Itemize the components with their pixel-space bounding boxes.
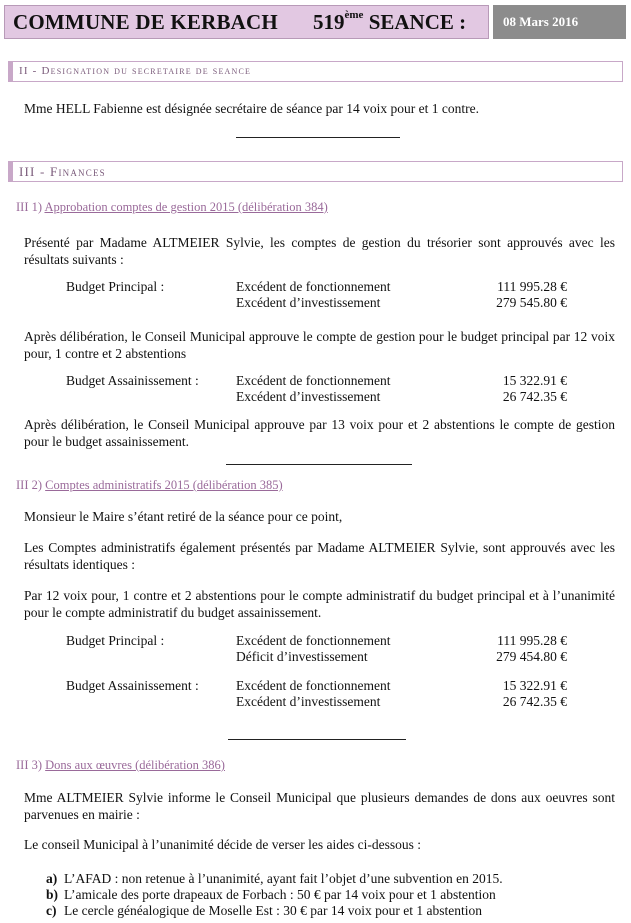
meeting-date: 08 Mars 2016 [493,5,626,39]
subsection-3-3-title: Dons aux œuvres (délibération 386) [45,758,225,772]
budget-label: Budget Principal : [66,633,165,648]
section-3-header [8,161,623,182]
budget-row-label: Excédent d’investissement [236,694,381,709]
section-bar [9,62,13,81]
section-2-header [8,61,623,82]
list-letter: c) [46,903,57,918]
subsection-3-2-p3: Par 12 voix pour, 1 contre et 2 abstentions pour le compte administratif du budget principal et à l’unanimité pour le compte administratif du budget assainissement. [24,588,615,620]
budget-row-value: 15 322.91 € [502,373,567,388]
budget-label: Budget Assainissement : [66,678,199,693]
subsection-3-1-title: Approbation comptes de gestion 2015 (délibération 384) [44,200,328,214]
list-item [46,887,496,903]
seance-number: 519 [313,10,345,34]
subsection-prefix: III 1) [16,200,43,214]
section-2-title: II - Designation du secretaire de seance [19,65,252,77]
seance-label: SEANCE : [368,10,467,34]
section-bar [9,162,13,181]
subsection-3-1-after1: Après délibération, le Conseil Municipal approuve le compte de gestion pour le budget principal par 12 voix pour, 1 contre et 2 abstentions [24,329,615,361]
budget-row-label: Excédent de fonctionnement [236,279,391,294]
budget-row-value: 111 995.28 € [497,633,567,648]
budget-row-label: Excédent d’investissement [236,295,381,310]
budget-row-label: Excédent de fonctionnement [236,678,391,693]
budget-row-label: Excédent de fonctionnement [236,633,391,648]
subsection-3-3-p2: Le conseil Municipal à l’unanimité décide de verser les aides ci-dessous : [24,837,421,852]
budget-row-label: Excédent de fonctionnement [236,373,391,388]
subsection-3-1-intro: Présenté par Madame ALTMEIER Sylvie, les comptes de gestion du trésorier sont approuvés avec les résultats suivants : [24,235,615,267]
budget-row-value: 111 995.28 € [497,279,567,294]
list-item [46,903,482,919]
budget-row-value: 15 322.91 € [502,678,567,693]
subsection-3-3-heading [16,758,225,773]
divider [228,739,406,740]
subsection-3-1-heading [16,200,328,215]
list-letter: a) [46,871,58,886]
subsection-3-2-title: Comptes administratifs 2015 (délibération 385) [45,478,283,492]
list-letter: b) [46,887,59,902]
list-text: L’AFAD : non retenue à l’unanimité, ayant fait l’objet d’une subvention en 2015. [64,871,503,886]
subsection-3-2-p2: Les Comptes administratifs également présentés par Madame ALTMEIER Sylvie, sont approuvés avec les résultats identiques : [24,540,615,572]
page-header [4,5,489,39]
budget-row-value: 26 742.35 € [502,389,567,404]
commune-title: COMMUNE DE KERBACH [13,10,278,34]
subsection-prefix: III 3) [16,758,43,772]
subsection-3-2-p1: Monsieur le Maire s’étant retiré de la séance pour ce point, [24,509,343,524]
section-2-text: Mme HELL Fabienne est désignée secrétaire de séance par 14 voix pour et 1 contre. [24,101,479,116]
divider [236,137,400,138]
list-item [46,871,503,887]
budget-label: Budget Principal : [66,279,165,294]
seance-title [313,10,466,35]
subsection-3-1-after2: Après délibération, le Conseil Municipal approuve par 13 voix pour et 2 abstentions le compte de gestion pour le budget assainissement. [24,417,615,449]
budget-row-label: Excédent d’investissement [236,389,381,404]
divider [226,464,412,465]
list-text: Le cercle généalogique de Moselle Est : 30 € par 14 voix pour et 1 abstention [64,903,482,918]
budget-row-value: 279 454.80 € [496,649,567,664]
list-text: L’amicale des porte drapeaux de Forbach : 50 € par 14 voix pour et 1 abstention [64,887,496,902]
subsection-3-3-p1: Mme ALTMEIER Sylvie informe le Conseil Municipal que plusieurs demandes de dons aux oeuvres sont parvenues en mairie : [24,790,615,822]
budget-row-value: 279 545.80 € [496,295,567,310]
seance-superscript: ème [344,9,364,21]
budget-row-value: 26 742.35 € [502,694,567,709]
subsection-prefix: III 2) [16,478,43,492]
budget-label: Budget Assainissement : [66,373,199,388]
subsection-3-2-heading [16,478,283,493]
budget-row-label: Déficit d’investissement [236,649,368,664]
section-3-title: III - Finances [19,164,106,179]
